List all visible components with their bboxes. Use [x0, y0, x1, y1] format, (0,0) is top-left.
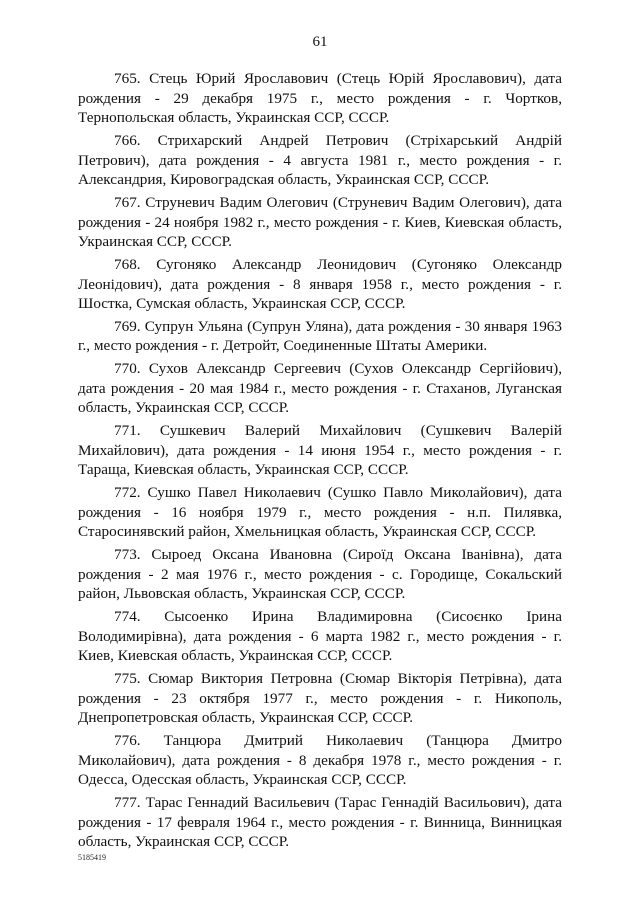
list-item-774: 774. Сысоенко Ирина Владимировна (Сисоєнко Ірина Володимирівна), дата рождения - 6 марта 1982 г., место рождения - г. Киев, Киевская область, Украинская ССР, СССР. [78, 608, 562, 665]
list-item-775: 775. Сюмар Виктория Петровна (Сюмар Вікторія Петрівна), дата рождения - 23 октября 1977 г., место рождения - г. Никополь, Днепропетровская область, Украинская ССР, СССР. [78, 670, 562, 727]
entries-list [78, 69, 562, 855]
page-number: 61 [312, 34, 328, 50]
list-item-770: 770. Сухов Александр Сергеевич (Сухов Олександр Сергійович), дата рождения - 20 мая 1984 г., место рождения - г. Стаханов, Луганская область, Украинская ССР, СССР. [78, 360, 562, 417]
list-item-766: 766. Стрихарский Андрей Петрович (Стріхарський Андрій Петрович), дата рождения - 4 августа 1981 г., место рождения - г. Александрия, Кировоградская область, Украинская ССР, СССР. [78, 131, 562, 189]
list-item-767: 767. Струневич Вадим Олегович (Струневич Вадим Олегович), дата рождения - 24 ноября 1982 г., место рождения - г. Киев, Киевская область, Украинская ССР, СССР. [78, 193, 562, 251]
list-item-773: 773. Сыроед Оксана Ивановна (Сироїд Оксана Іванівна), дата рождения - 2 мая 1976 г., место рождения - с. Городище, Сокальский район, Львовская область, Украинская ССР, СССР. [78, 546, 562, 603]
document-code: 5185419 [78, 853, 106, 862]
list-item-768: 768. Сугоняко Александр Леонидович (Сугоняко Олександр Леонідович), дата рождения - 8 января 1958 г., место рождения - г. Шостка, Сумская область, Украинская ССР, СССР. [78, 255, 562, 313]
list-item-777: 777. Тарас Геннадий Васильевич (Тарас Геннадій Васильович), дата рождения - 17 февраля 1964 г., место рождения - г. Винница, Винницкая область, Украинская ССР, СССР. [78, 794, 562, 851]
list-item-769: 769. Супрун Ульяна (Супрун Уляна), дата рождения - 30 января 1963 г., место рождения - г. Детройт, Соединенные Штаты Америки. [78, 317, 562, 355]
list-item-771: 771. Сушкевич Валерий Михайлович (Сушкевич Валерій Михайлович), дата рождения - 14 июня 1954 г., место рождения - г. Тараща, Киевская область, Украинская ССР, СССР. [78, 422, 562, 479]
list-item-765: 765. Стець Юрий Ярославович (Стець Юрій Ярославович), дата рождения - 29 декабря 1975 г., место рождения - г. Чортков, Тернопольская область, Украинская ССР, СССР. [78, 70, 562, 127]
list-item-776: 776. Танцюра Дмитрий Николаевич (Танцюра Дмитро Миколайович), дата рождения - 8 декабря 1978 г., место рождения - г. Одесса, Одесская область, Украинская ССР, СССР. [78, 732, 562, 789]
list-item-772: 772. Сушко Павел Николаевич (Сушко Павло Миколайович), дата рождения - 16 ноября 1979 г., место рождения - н.п. Пилявка, Старосинявский район, Хмельницкая область, Украинская ССР, СССР. [78, 484, 562, 541]
